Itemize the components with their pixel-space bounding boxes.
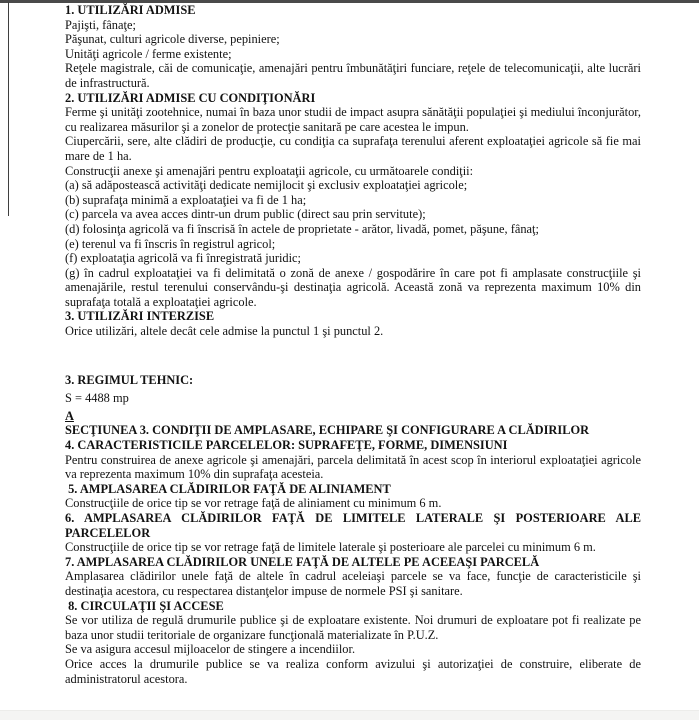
paragraph: Se vor utiliza de regulă drumurile publice şi de exploatare existente. Noi drumuri de exploatare pot fi realizate pe baza unor studii teritoriale de organizare funcţională materializate în P.U.Z.: [65, 613, 645, 642]
paragraph: Construcţiile de orice tip se vor retrage faţă de aliniament cu minimum 6 m.: [65, 496, 442, 511]
paragraph: Păşunat, culturi agricole diverse, pepiniere;: [65, 32, 280, 47]
section-heading: 6. AMPLASAREA CLĂDIRILOR FAŢĂ DE LIMITELE LATERALE ŞI POSTERIOARE ALE PARCELELOR: [65, 511, 645, 540]
paragraph: Amplasarea clădirilor unele faţă de altele în cadrul aceleiaşi parcele se va face, funcţie de caracteristicile şi destinaţia acestora, cu respectarea distanţelor impuse de normele PSI şi sanitare.: [65, 569, 645, 598]
paragraph: Orice utilizări, altele decât cele admise la punctul 1 şi punctul 2.: [65, 324, 384, 339]
section-heading: A: [65, 408, 74, 423]
paragraph: Construcţiile de orice tip se vor retrage faţă de limitele laterale şi posterioare ale parcelei cu minimum 6 m.: [65, 540, 596, 555]
page-bottom-margin: [0, 710, 699, 720]
section-heading: 8. CIRCULAŢII ŞI ACCESE: [65, 598, 224, 613]
section-heading: 2. UTILIZĂRI ADMISE CU CONDIŢIONĂRI: [65, 90, 316, 105]
paragraph: Unităţi agricole / ferme existente;: [65, 46, 232, 61]
paragraph: Reţele magistrale, căi de comunicaţie, amenajări pentru îmbunătăţiri funciare, reţele de telecomunicaţii, alte lucrări de infrastructură.: [65, 61, 645, 90]
paragraph: Orice acces la drumurile publice se va realiza conform avizului şi autorizaţiei de construire, eliberate de administratorul acestora.: [65, 656, 645, 686]
paragraph: (g) în cadrul exploataţiei va fi delimitată o zonă de anexe / gospodărire în care pot fi amplasate construcţiile şi amenajările, restul terenului conservându-şi destinaţia agricolă. Această zonă va reprezenta maximum 10% din suprafaţa totală a exploataţiei agricole.: [65, 265, 645, 309]
section-heading: 4. CARACTERISTICILE PARCELELOR: SUPRAFEŢE, FORME, DIMENSIUNI: [65, 438, 508, 453]
section-heading: 3. REGIMUL TEHNIC:: [65, 372, 194, 387]
table-border-left: [8, 2, 9, 216]
paragraph: (d) folosinţa agricolă va fi înscrisă în actele de proprietate - arător, livadă, pomet, păşune, fânaţ;: [65, 221, 539, 236]
paragraph: Pajişti, fânaţe;: [65, 17, 136, 32]
section-heading: 5. AMPLASAREA CLĂDIRILOR FAŢĂ DE ALINIAMENT: [65, 481, 391, 496]
section-heading: 1. UTILIZĂRI ADMISE: [65, 3, 196, 17]
paragraph: (b) suprafaţa minimă a exploataţiei va fi de 1 ha;: [65, 192, 307, 207]
paragraph: Se va asigura accesul mijloacelor de stingere a incendiilor.: [65, 642, 356, 657]
paragraph: Ciupercării, sere, alte clădiri de producţie, cu condiţia ca suprafaţa terenului aferent exploataţiei agricole să fie mai mare de 1 ha.: [65, 134, 645, 163]
section-heading: 3. UTILIZĂRI INTERZISE: [65, 309, 215, 324]
paragraph: Construcţii anexe şi amenajări pentru exploataţii agricole, cu următoarele condiţii:: [65, 163, 474, 178]
paragraph: (c) parcela va avea acces dintr-un drum public (direct sau prin servitute);: [65, 207, 426, 222]
paragraph: S = 4488 mp: [65, 391, 129, 406]
paragraph: (e) terenul va fi înscris în registrul agricol;: [65, 236, 276, 251]
paragraph: Ferme şi unităţi zootehnice, numai în baza unor studii de impact asupra sănătăţii populaţiei şi mediului înconjurător, cu realizarea măsurilor şi a zonelor de protecţie sanitară pe care acestea le impun.: [65, 105, 645, 134]
document-text-block: [65, 3, 645, 686]
section-heading: SECŢIUNEA 3. CONDIŢII DE AMPLASARE, ECHIPARE ŞI CONFIGURARE A CLĂDIRILOR: [65, 423, 590, 438]
section-heading: 7. AMPLASAREA CLĂDIRILOR UNELE FAŢĂ DE ALTELE PE ACEEAŞI PARCELĂ: [65, 554, 540, 569]
paragraph: Pentru construirea de anexe agricole şi amenajări, parcela delimitată în acest scop în interiorul exploataţiei agricole va reprezenta maximum 10% din suprafaţa acesteia.: [65, 452, 645, 482]
paragraph: (a) să adăpostească activităţi dedicate nemijlocit şi exclusiv exploataţiei agricole;: [65, 178, 468, 193]
paragraph: (f) exploataţia agricolă va fi înregistrată juridic;: [65, 251, 302, 266]
